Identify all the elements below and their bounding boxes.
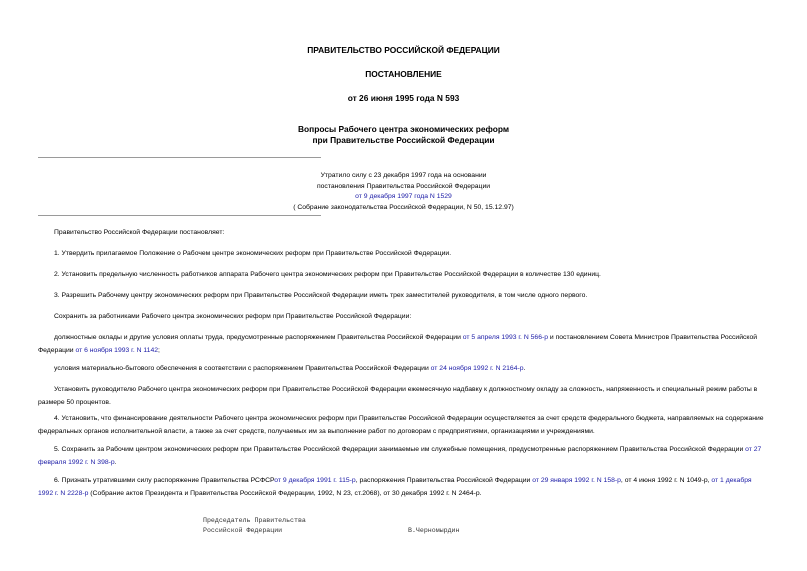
signature-position (203, 516, 306, 536)
document-type: ПОСТАНОВЛЕНИЕ (365, 69, 442, 79)
divider-bottom (38, 215, 321, 216)
status-note-line2: постановления Правительства Российской Федерации (316, 182, 491, 190)
document-title-line2: при Правительстве Российской Федерации (312, 135, 495, 145)
decree-115-link[interactable]: от 9 декабря 1991 г. 115-р (274, 477, 356, 484)
decree-158-link[interactable]: от 29 января 1992 г. N 158-р (532, 477, 621, 484)
signature-position-line2: Российской Федерации (203, 527, 283, 534)
repeal-decree-link[interactable]: от 9 декабря 1997 года N 1529 (355, 193, 452, 200)
paragraph-3: 3. Разрешить Рабочему центру экономических реформ при Правительстве Российской Федерации иметь трех заместителей руководителя, в том числе одного первого. (54, 292, 588, 299)
signature-position-line1: Председатель Правительства (203, 517, 306, 524)
decree-398-link[interactable]: от 27 февраля 1992 г. N 398-р (38, 446, 762, 466)
paragraph-7: Установить руководителю Рабочего центра экономических реформ при Правительстве Российской Федерации ежемесячную надбавку к должностному окладу за сложность, напряженность и специальный режим работы в размере 50 процентов. (38, 386, 758, 406)
signature-name: В.Черномырдин (408, 527, 460, 534)
decree-566-link[interactable]: от 5 апреля 1993 г. N 566-р (462, 334, 549, 341)
decree-1142-link[interactable]: от 6 ноября 1993 г. N 1142 (75, 347, 159, 354)
paragraph-4: Сохранить за работниками Рабочего центра экономических реформ при Правительстве Российской Федерации: (54, 313, 412, 320)
paragraph-6: условия материально-бытового обеспечения в соответствии с распоряжением Правительства Российской Федерации от 24 ноября 1992 г. N 2164-р. (54, 365, 526, 372)
decree-2164-link[interactable]: от 24 ноября 1992 г. N 2164-р (430, 365, 524, 372)
intro-paragraph: Правительство Российской Федерации постановляет: (54, 229, 225, 236)
document-date: от 26 июня 1995 года N 593 (347, 93, 460, 103)
paragraph-10: 6. Признать утратившими силу распоряжение Правительства РСФСРот 9 декабря 1991 г. 115-р, распоряжения Правительства Российской Федерации от 29 января 1992 г. N 158-р, от 4 июня 1992 г. N 1049-р, от 1 декабря 1992 г. N 2228-р (Собрание актов Президента и Правительства Российской Федерации, 1992, N 23, ст.2068), от 30 декабря 1992 г. N 2464-р. (38, 477, 752, 497)
issuing-authority: ПРАВИТЕЛЬСТВО РОССИЙСКОЙ ФЕДЕРАЦИИ (307, 45, 500, 55)
paragraph-9: 5. Сохранить за Рабочим центром экономических реформ при Правительстве Российской Федерации занимаемые им служебные помещения, предусмотренные распоряжением Правительства Российской Федерации от 27 февраля 1992 г. N 398-р. (38, 446, 762, 466)
document-title-line1: Вопросы Рабочего центра экономических реформ (297, 124, 510, 134)
status-note-line1: Утратило силу с 23 декабря 1997 года на основании (320, 172, 487, 179)
status-note (0, 171, 807, 213)
divider-top (38, 157, 321, 158)
paragraph-8: 4. Установить, что финансирование деятельности Рабочего центра экономических реформ при Правительстве Российской Федерации осуществляется за счет средств федерального бюджета, направляемых на содержание федеральных органов исполнительной власти, а также за счет средств, получаемых им за выполнение работ по договорам с предприятиями, организациями и учреждениями. (38, 415, 764, 435)
paragraph-2: 2. Установить предельную численность работников аппарата Рабочего центра экономических реформ при Правительстве Российской Федерации в количестве 130 единиц. (54, 271, 601, 278)
paragraph-1: 1. Утвердить прилагаемое Положение о Рабочем центре экономических реформ при Правительстве Российской Федерации. (54, 250, 452, 257)
decree-2228-link[interactable]: от 1 декабря 1992 г. N 2228-р (38, 477, 752, 497)
status-note-line4: ( Собрание законодательства Российской Федерации, N 50, 15.12.97) (293, 203, 514, 211)
paragraph-5: должностные оклады и другие условия оплаты труда, предусмотренные распоряжением Правительства Российской Федерации от 5 апреля 1993 г. N 566-р и постановлением Совета Министров Правительства Российской Федерации от 6 ноября 1993 г. N 1142; (38, 334, 758, 354)
